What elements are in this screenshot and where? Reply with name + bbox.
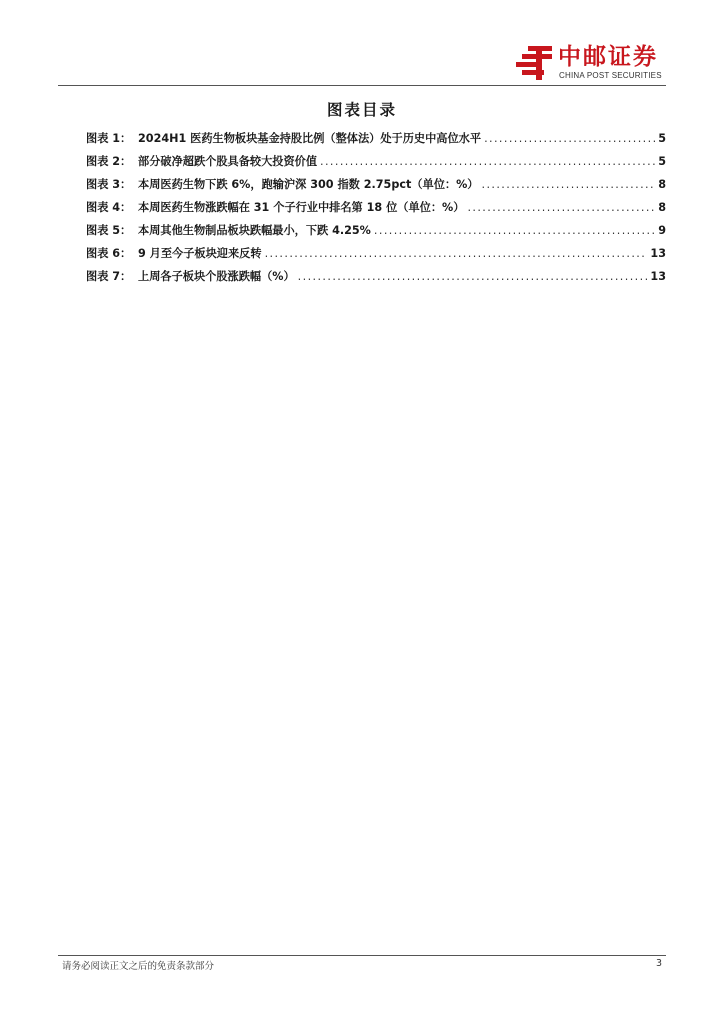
toc-entry-label: 图表 2： xyxy=(86,155,132,168)
toc-entry[interactable] xyxy=(86,222,666,245)
footer-divider xyxy=(58,955,666,956)
header-divider xyxy=(58,85,666,86)
toc-entry-page: 9 xyxy=(658,224,666,237)
toc-entry-label: 图表 4： xyxy=(86,201,132,214)
toc-entry-title: 本周医药生物下跌 6%，跑输沪深 300 指数 2.75pct（单位：%） xyxy=(138,178,479,191)
toc-entry-label: 图表 6： xyxy=(86,247,132,260)
footer-disclaimer: 请务必阅读正文之后的免责条款部分 xyxy=(62,961,215,972)
toc-entry[interactable] xyxy=(86,130,666,153)
toc-entry[interactable] xyxy=(86,153,666,176)
toc-entry-label: 图表 1： xyxy=(86,132,132,145)
toc-entry-page: 8 xyxy=(658,178,666,191)
toc-entry-title: 2024H1 医药生物板块基金持股比例（整体法）处于历史中高位水平 xyxy=(138,132,482,145)
toc-entry-page: 13 xyxy=(650,247,666,260)
toc-entry[interactable] xyxy=(86,176,666,199)
toc-entry-title: 部分破净超跌个股具备较大投资价值 xyxy=(138,155,318,168)
company-logo xyxy=(514,44,666,84)
toc-entry-page: 8 xyxy=(658,201,666,214)
footer-page-number: 3 xyxy=(655,958,662,969)
toc-entry-title: 上周各子板块个股涨跌幅（%） xyxy=(138,270,295,283)
toc-entry-label: 图表 3： xyxy=(86,178,132,191)
toc-title: 图表目录 xyxy=(326,101,397,119)
toc-leader-dots xyxy=(265,247,648,260)
toc-entry-title: 本周其他生物制品板块跌幅最小，下跌 4.25% xyxy=(138,224,371,237)
toc-entry[interactable] xyxy=(86,245,666,268)
toc-entry-label: 图表 5： xyxy=(86,224,132,237)
toc-leader-dots xyxy=(467,201,655,214)
logo-chinese-name: 中邮证券 xyxy=(558,44,658,70)
toc-leader-dots xyxy=(484,132,655,145)
toc-entry-label: 图表 7： xyxy=(86,270,132,283)
toc-list xyxy=(86,130,666,291)
toc-entry[interactable] xyxy=(86,199,666,222)
toc-entry-title: 本周医药生物涨跌幅在 31 个子行业中排名第 18 位（单位：%） xyxy=(138,201,465,214)
toc-leader-dots xyxy=(374,224,655,237)
toc-leader-dots xyxy=(481,178,655,191)
logo-english-name: CHINA POST SECURITIES xyxy=(559,71,662,80)
toc-entry-page: 13 xyxy=(650,270,666,283)
toc-leader-dots xyxy=(298,270,648,283)
toc-entry-title: 9 月至今子板块迎来反转 xyxy=(138,247,262,260)
toc-entry[interactable] xyxy=(86,268,666,291)
toc-entry-page: 5 xyxy=(658,155,666,168)
toc-leader-dots xyxy=(320,155,655,168)
china-post-logo-icon xyxy=(514,44,554,82)
toc-entry-page: 5 xyxy=(658,132,666,145)
